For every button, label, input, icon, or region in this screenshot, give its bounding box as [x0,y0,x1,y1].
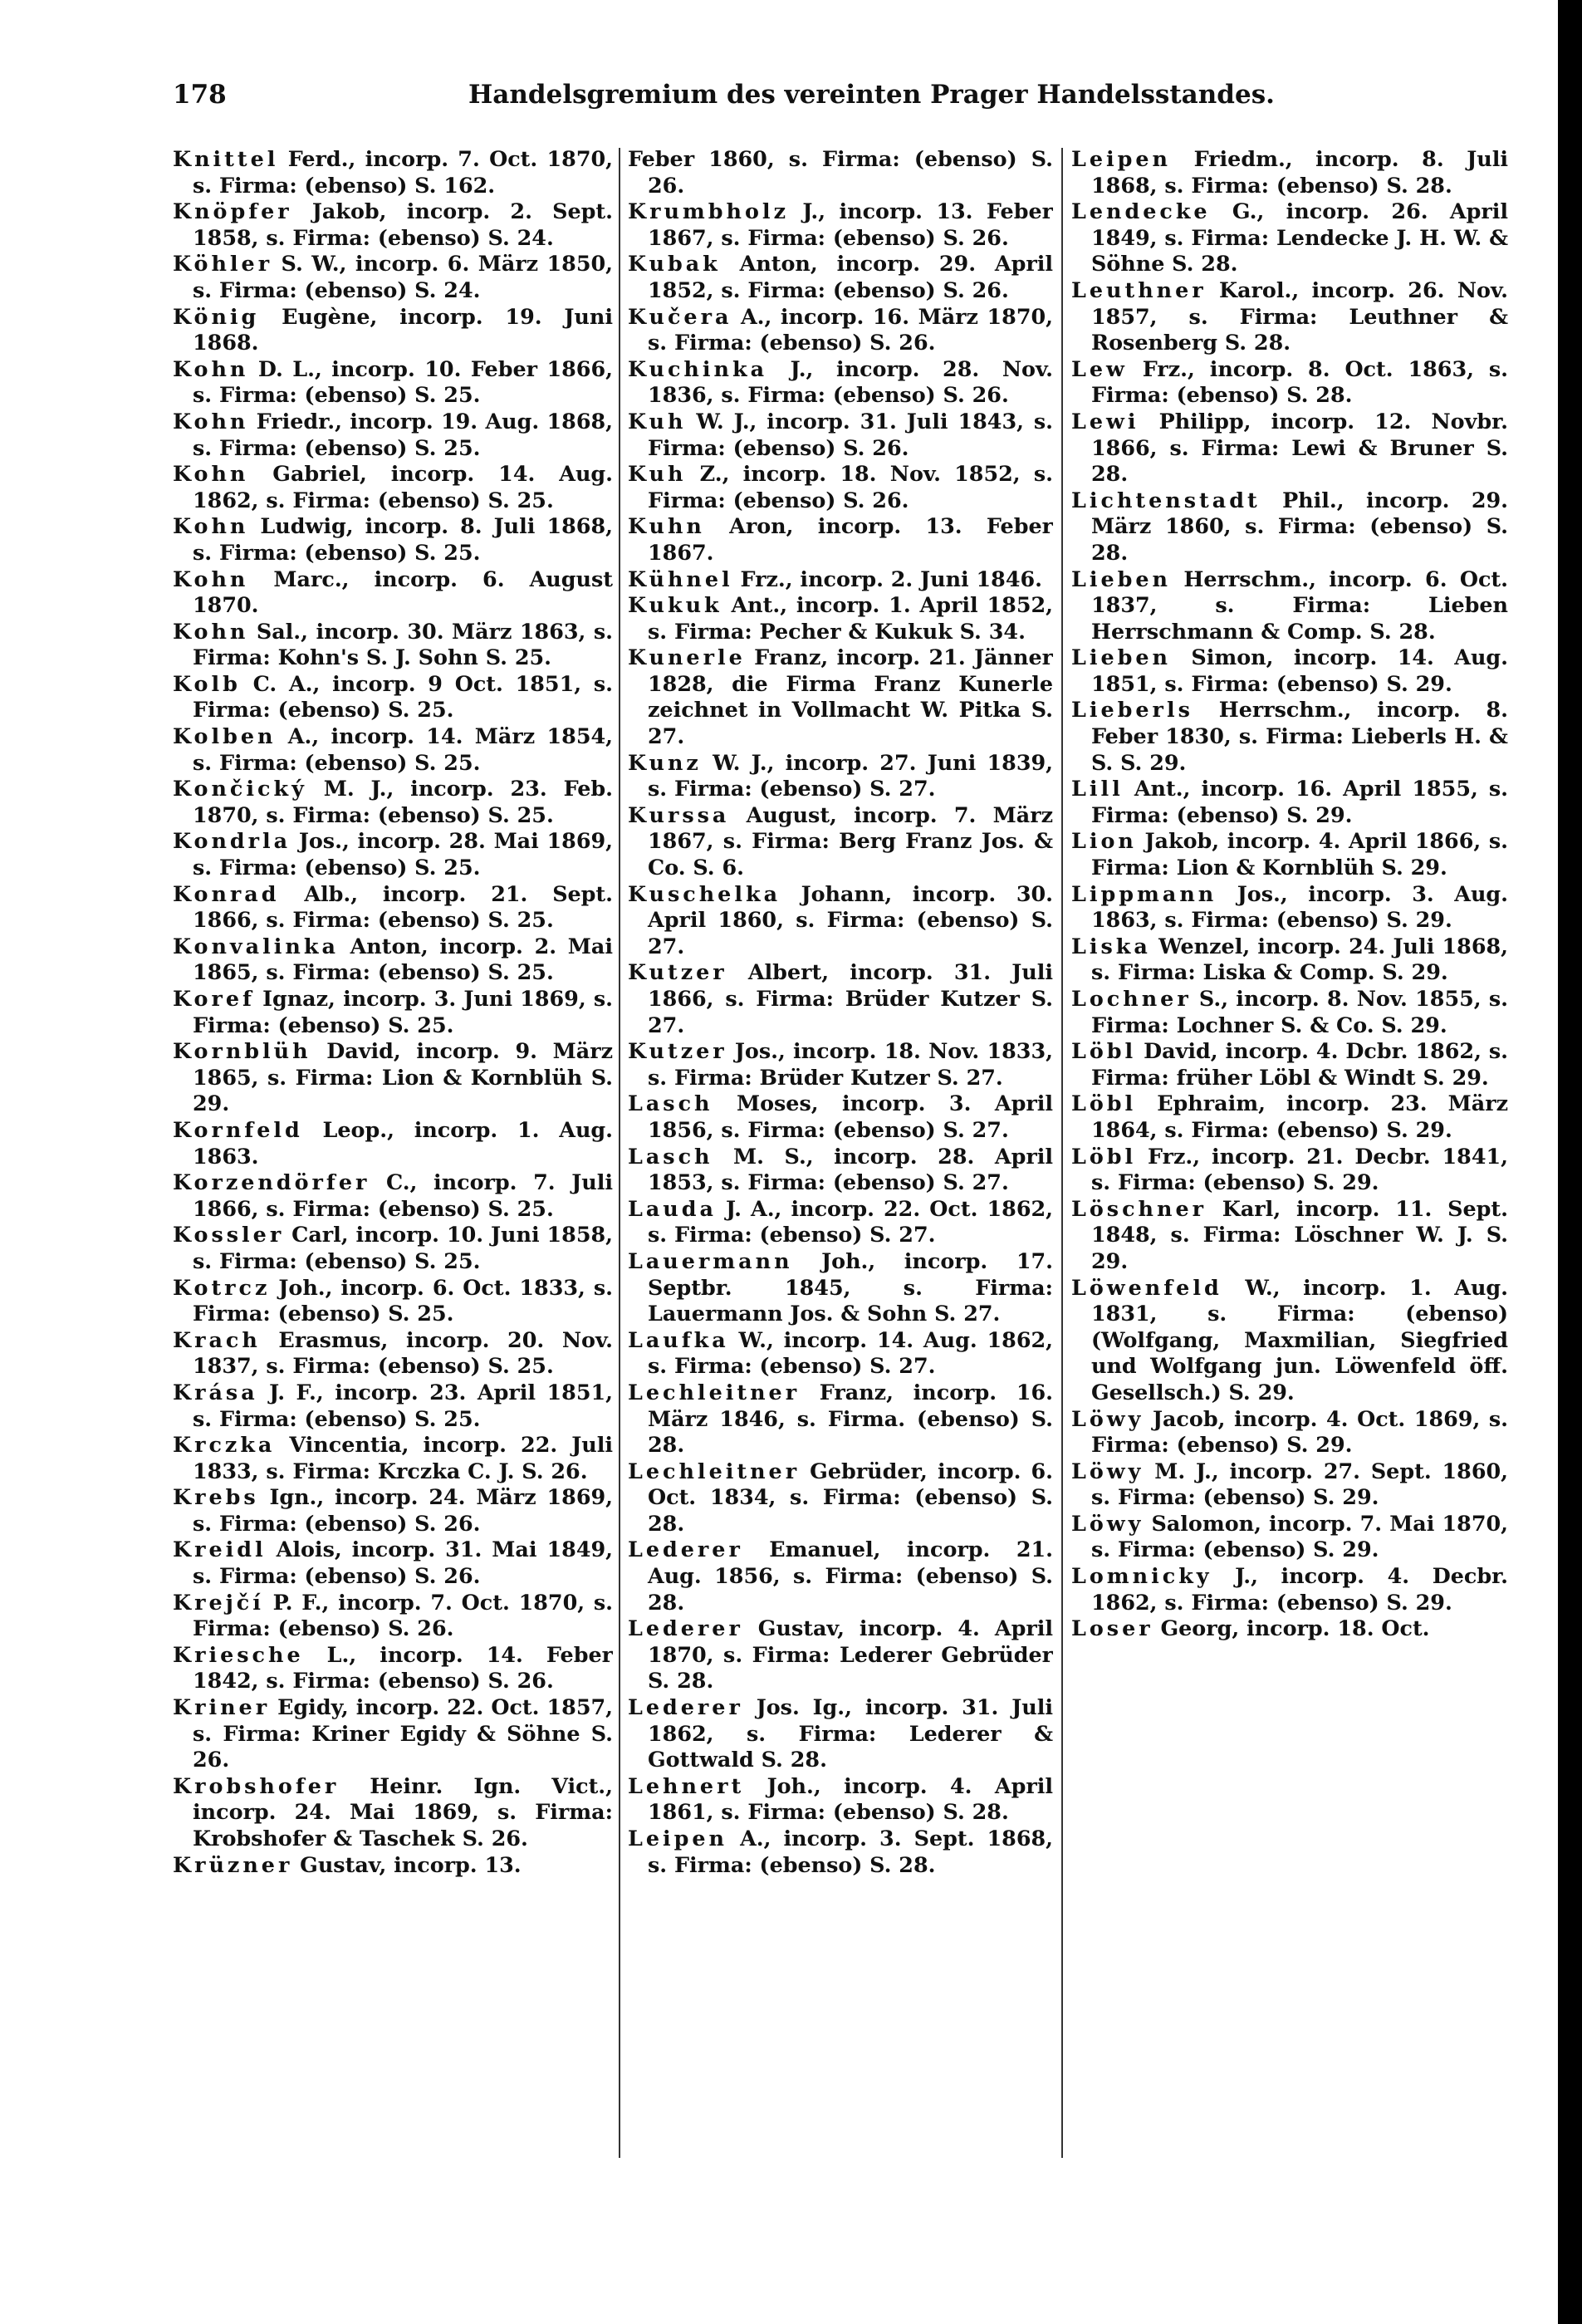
entry-surname: Kondrla [173,828,291,854]
directory-entry [1071,881,1508,934]
directory-entry [173,1432,613,1484]
entry-details: Sal., incorp. 30. März 1863, s. Firma: Kohn's S. J. Sohn S. 25. [193,618,613,670]
entry-details: Ephraim, incorp. 23. März 1864, s. Firma: (ebenso) S. 29. [1091,1091,1508,1142]
entry-details: C. A., incorp. 9 Oct. 1851, s. Firma: (ebenso) S. 25. [193,670,613,723]
entry-details: S., incorp. 8. Nov. 1855, s. Firma: Lochner S. & Co. S. 29. [1091,986,1508,1037]
entry-surname: Krach [173,1326,261,1352]
directory-entry [628,146,1053,199]
entry-details: J., incorp. 28. Nov. 1836, s. Firma: (ebenso) S. 26. [648,355,1053,408]
entry-surname: Lasch [628,1143,713,1169]
directory-entry [173,881,613,934]
directory-entry [628,1773,1053,1826]
entry-details: Heinr. Ign. Vict., incorp. 24. Mai 1869, s. Firma: Krobshofer & Taschek S. 26. [193,1772,613,1851]
entry-surname: Löbl [1071,1091,1137,1116]
entry-details: Z., incorp. 18. Nov. 1852, s. Firma: (ebenso) S. 26. [648,461,1053,512]
entry-details: Emanuel, incorp. 21. Aug. 1856, s. Firma: (ebenso) S. 28. [648,1537,1053,1615]
entry-surname: Löwenfeld [1071,1274,1222,1300]
directory-entry [628,1459,1053,1537]
entry-surname: Löwy [1071,1458,1144,1483]
entry-surname: Kučera [628,303,732,329]
entry-surname: Knittel [173,146,279,171]
directory-entry [173,1038,613,1117]
entry-details: Feber 1860, s. Firma: (ebenso) S. 26. [628,146,1053,198]
entry-surname: Krüzner [173,1851,293,1877]
entry-surname: Lechleitner [628,1379,801,1405]
entry-surname: Knöpfer [173,199,292,224]
entry-details: Gebrüder, incorp. 6. Oct. 1834, s. Firma: (ebenso) S. 28. [648,1458,1053,1536]
entry-surname: Lieben [1071,645,1172,670]
entry-details: Salomon, incorp. 7. Mai 1870, s. Firma: (ebenso) S. 29. [1091,1510,1508,1562]
directory-entry [173,934,613,986]
entry-surname: Krebs [173,1484,259,1510]
entry-surname: Loser [1071,1616,1153,1641]
directory-entry [1071,146,1508,199]
entry-surname: Konvalinka [173,933,339,959]
directory-entry [1071,986,1508,1038]
entry-details: Philipp, incorp. 12. Novbr. 1866, s. Firma: Lewi & Bruner S. 28. [1091,408,1508,487]
directory-entry [628,1038,1053,1091]
entry-details: M. J., incorp. 23. Feb. 1870, s. Firma: (ebenso) S. 25. [193,776,613,827]
entry-details: Herrschm., incorp. 8. Feber 1830, s. Firma: Lieberls H. & S. S. 29. [1091,697,1508,775]
entry-surname: Kriner [173,1694,271,1720]
directory-entry [1071,1563,1508,1616]
directory-entry [173,513,613,566]
entry-details: Johann, incorp. 30. April 1860, s. Firma: (ebenso) S. 27. [648,880,1053,959]
directory-entry [173,619,613,671]
entry-details: Jakob, incorp. 4. April 1866, s. Firma: Lion & Kornblüh S. 29. [1091,828,1508,880]
entry-surname: Kunerle [628,645,746,670]
entry-surname: Kutzer [628,1038,727,1064]
entry-details: Jacob, incorp. 4. Oct. 1869, s. Firma: (ebenso) S. 29. [1091,1405,1508,1458]
directory-entry [628,513,1053,566]
entry-surname: Lendecke [1071,199,1211,224]
entry-details: J. A., incorp. 22. Oct. 1862, s. Firma: (ebenso) S. 27. [648,1195,1053,1248]
directory-entry [173,409,613,461]
entry-details: Ferd., incorp. 7. Oct. 1870, s. Firma: (ebenso) S. 162. [193,146,613,198]
entry-surname: Lion [1071,828,1137,854]
entry-details: W. J., incorp. 27. Juni 1839, s. Firma: (ebenso) S. 27. [648,749,1053,802]
entry-surname: Lederer [628,1537,743,1562]
entry-surname: Lewi [1071,408,1139,434]
directory-entry [1071,1616,1508,1642]
entry-details: Franz, incorp. 21. Jänner 1828, die Firma Franz Kunerle zeichnet in Vollmacht W. Pitka S. 27. [648,645,1053,749]
directory-entry [628,1327,1053,1380]
directory-entry [1071,566,1508,645]
directory-entry [1071,409,1508,488]
entry-surname: Löbl [1071,1143,1137,1169]
directory-entry [628,1826,1053,1878]
directory-entry [628,645,1053,749]
entry-details: Anton, incorp. 29. April 1852, s. Firma: (ebenso) S. 26. [648,251,1053,302]
entry-details: C., incorp. 7. Juli 1866, s. Firma: (ebenso) S. 25. [193,1169,613,1221]
entry-details: W., incorp. 14. Aug. 1862, s. Firma: (ebenso) S. 27. [648,1326,1053,1379]
entry-details: Marc., incorp. 6. August 1870. [193,566,613,618]
entry-details: Aron, incorp. 13. Feber 1867. [648,513,1053,565]
entry-surname: König [173,303,260,329]
column-divider [1061,148,1063,2158]
directory-entry [173,1694,613,1773]
directory-entry [1071,1406,1508,1459]
entry-surname: Leuthner [1071,277,1207,302]
directory-entry [1071,1275,1508,1406]
entry-details: Jos. Ig., incorp. 31. Juli 1862, s. Firma: Lederer & Gottwald S. 28. [648,1694,1053,1772]
directory-entry [173,828,613,880]
entry-details: M. J., incorp. 27. Sept. 1860, s. Firma: (ebenso) S. 29. [1091,1458,1508,1510]
entry-surname: Kohn [173,513,249,539]
entry-surname: Krczka [173,1432,276,1458]
directory-entry [628,304,1053,356]
entry-surname: Krumbholz [628,199,789,224]
directory-entry [1071,934,1508,986]
column-3 [1071,146,1508,2156]
directory-entry [628,566,1053,593]
directory-entry [628,1091,1053,1143]
entry-details: David, incorp. 9. März 1865, s. Firma: Lion & Kornblüh S. 29. [193,1038,613,1116]
entry-details: Gabriel, incorp. 14. Aug. 1862, s. Firma: (ebenso) S. 25. [193,461,613,512]
entry-details: Frz., incorp. 2. Juni 1846. [732,566,1043,591]
entry-surname: Kohn [173,461,249,487]
entry-surname: Kossler [173,1222,285,1248]
entry-details: Gustav, incorp. 13. [292,1851,522,1877]
entry-details: Ant., incorp. 1. April 1852, s. Firma: Pecher & Kukuk S. 34. [648,592,1053,644]
directory-entry [628,1380,1053,1459]
entry-surname: Liska [1071,933,1151,959]
directory-entry [1071,1511,1508,1563]
running-head: Handelsgremium des vereinten Prager Handelsstandes. [468,80,1275,110]
directory-entry [1071,488,1508,566]
entry-details: Moses, incorp. 3. April 1856, s. Firma: (ebenso) S. 27. [648,1091,1053,1142]
entry-surname: Kolben [173,723,277,749]
entry-surname: Lochner [1071,986,1192,1011]
directory-entry [1071,1459,1508,1511]
entry-surname: Löbl [1071,1038,1137,1064]
directory-entry [173,566,613,619]
directory-entry [1071,645,1508,697]
directory-entry [173,461,613,513]
entry-surname: Lehnert [628,1772,745,1798]
directory-entry [173,1275,613,1327]
entry-surname: Lechleitner [628,1458,801,1483]
entry-surname: Lippmann [1071,880,1217,906]
entry-surname: Kuchinka [628,355,768,381]
entry-details: Frz., incorp. 21. Decbr. 1841, s. Firma: (ebenso) S. 29. [1091,1143,1508,1195]
entry-details: L., incorp. 14. Feber 1842, s. Firma: (ebenso) S. 26. [193,1641,613,1694]
entry-details: W. J., incorp. 31. Juli 1843, s. Firma: (ebenso) S. 26. [648,408,1053,460]
entry-surname: Löwy [1071,1510,1144,1536]
entry-details: Carl, incorp. 10. Juni 1858, s. Firma: (ebenso) S. 25. [193,1222,613,1273]
entry-details: Karl, incorp. 11. Sept. 1848, s. Firma: Löschner W. J. S. 29. [1091,1195,1508,1273]
entry-details: Jos., incorp. 28. Mai 1869, s. Firma: (ebenso) S. 25. [193,828,613,880]
entry-details: J., incorp. 4. Decbr. 1862, s. Firma: (ebenso) S. 29. [1091,1563,1508,1615]
directory-entry [173,1117,613,1169]
entry-surname: Koref [173,986,255,1011]
entry-surname: Kukuk [628,592,722,618]
directory-entry [173,1537,613,1589]
directory-entry [173,1380,613,1432]
entry-surname: Končický [173,776,307,802]
entry-surname: Lomnicky [1071,1563,1212,1589]
entry-details: Gustav, incorp. 4. April 1870, s. Firma: Lederer Gebrüder S. 28. [648,1616,1053,1694]
directory-entry [628,1537,1053,1616]
entry-details: Egidy, incorp. 22. Oct. 1857, s. Firma: Kriner Egidy & Söhne S. 26. [193,1694,613,1772]
directory-entry [173,1590,613,1642]
entry-details: A., incorp. 3. Sept. 1868, s. Firma: (ebenso) S. 28. [648,1826,1053,1877]
entry-details: Franz, incorp. 16. März 1846, s. Firma. (ebenso) S. 28. [648,1379,1053,1458]
entry-details: Friedr., incorp. 19. Aug. 1868, s. Firma: (ebenso) S. 25. [193,408,613,460]
entry-details: J., incorp. 13. Feber 1867, s. Firma: (ebenso) S. 26. [648,199,1053,250]
directory-entry [173,776,613,828]
directory-entry [1071,1091,1508,1143]
directory-entry [628,251,1053,303]
entry-details: Ludwig, incorp. 8. Juli 1868, s. Firma: (ebenso) S. 25. [193,513,613,565]
entry-details: Vincentia, incorp. 22. Juli 1833, s. Firma: Krczka C. J. S. 26. [193,1432,613,1483]
page-header [173,80,1275,120]
directory-entry [173,1852,613,1879]
entry-surname: Kolb [173,670,241,696]
entry-details: Alois, incorp. 31. Mai 1849, s. Firma: (ebenso) S. 26. [193,1537,613,1589]
entry-details: Ant., incorp. 16. April 1855, s. Firma: (ebenso) S. 29. [1091,776,1508,827]
entry-details: Leop., incorp. 1. Aug. 1863. [193,1116,613,1169]
entry-details: Joh., incorp. 4. April 1861, s. Firma: (ebenso) S. 28. [648,1772,1053,1825]
entry-details: Jos., incorp. 18. Nov. 1833, s. Firma: Brüder Kutzer S. 27. [648,1038,1053,1090]
entry-surname: Lichtenstadt [1071,487,1261,512]
entry-surname: Lieberls [1071,697,1193,723]
entry-details: Ignaz, incorp. 3. Juni 1869, s. Firma: (ebenso) S. 25. [193,986,613,1037]
entry-surname: Lederer [628,1694,743,1720]
entry-surname: Konrad [173,880,280,906]
directory-entry [628,199,1053,251]
directory-entry [173,1642,613,1694]
directory-entry [628,1694,1053,1773]
entry-surname: Kuschelka [628,880,781,906]
entry-surname: Kohn [173,355,249,381]
directory-entry [628,461,1053,513]
entry-details: Joh., incorp. 17. Septbr. 1845, s. Firma: Lauermann Jos. & Sohn S. 27. [648,1248,1053,1326]
directory-entry [1071,277,1508,356]
directory-entry [628,750,1053,802]
entry-details: W., incorp. 1. Aug. 1831, s. Firma: (ebenso) (Wolfgang, Maxmilian, Siegfried und Wolfgang jun. Löwenfeld öff. Gesellsch.) S. 29. [1091,1274,1508,1405]
entry-details: Wenzel, incorp. 24. Juli 1868, s. Firma: Liska & Comp. S. 29. [1091,933,1508,985]
entry-surname: Laufka [628,1326,729,1352]
entry-surname: Kornfeld [173,1116,303,1142]
entry-details: Albert, incorp. 31. Juli 1866, s. Firma: Brüder Kutzer S. 27. [648,959,1053,1037]
directory-entry [628,881,1053,960]
entry-surname: Kornblüh [173,1038,311,1064]
entry-surname: Kohn [173,566,249,591]
entry-details: Anton, incorp. 2. Mai 1865, s. Firma: (ebenso) S. 25. [193,933,613,985]
entry-surname: Lasch [628,1091,713,1116]
entry-surname: Kohn [173,408,249,434]
directory-entry [628,1248,1053,1327]
entry-surname: Kunz [628,749,702,775]
directory-entry [1071,199,1508,277]
directory-entry [1071,1196,1508,1275]
directory-entry [628,356,1053,409]
directory-entry [1071,828,1508,880]
entry-surname: Kriesche [173,1641,304,1667]
entry-surname: Lauda [628,1195,717,1221]
entry-details: Eugène, incorp. 19. Juni 1868. [193,303,613,355]
entry-surname: Löschner [1071,1195,1207,1221]
entry-surname: Kühnel [628,566,733,591]
directory-entry [1071,1038,1508,1091]
directory-entry [628,959,1053,1038]
directory-entry [628,1144,1053,1196]
entry-details: Jos., incorp. 3. Aug. 1863, s. Firma: (ebenso) S. 29. [1091,880,1508,933]
entry-details: Herrschm., incorp. 6. Oct. 1837, s. Firma: Lieben Herrschmann & Comp. S. 28. [1091,566,1508,644]
entry-details: Jakob, incorp. 2. Sept. 1858, s. Firma: (ebenso) S. 24. [193,199,613,250]
directory-entry [628,409,1053,461]
entry-details: August, incorp. 7. März 1867, s. Firma: Berg Franz Jos. & Co. S. 6. [648,802,1053,880]
entry-surname: Lill [1071,776,1124,802]
entry-surname: Köhler [173,251,273,277]
entry-surname: Kuhn [628,513,705,539]
column-divider [619,148,620,2158]
entry-details: David, incorp. 4. Dcbr. 1862, s. Firma: früher Löbl & Windt S. 29. [1091,1038,1508,1090]
page-number: 178 [173,80,227,110]
directory-entry [628,802,1053,881]
directory-entry [1071,356,1508,409]
entry-details: M. S., incorp. 28. April 1853, s. Firma: (ebenso) S. 27. [648,1143,1053,1195]
entry-surname: Krobshofer [173,1772,340,1798]
directory-entry [173,146,613,199]
directory-entry [173,1222,613,1274]
directory-entry [628,1616,1053,1694]
directory-entry [1071,697,1508,776]
column-1 [173,146,613,2156]
directory-entry [173,356,613,409]
entry-details: Alb., incorp. 21. Sept. 1866, s. Firma: (ebenso) S. 25. [193,880,613,933]
entry-surname: Kotrcz [173,1274,271,1300]
directory-entry [173,671,613,723]
entry-details: P. F., incorp. 7. Oct. 1870, s. Firma: (ebenso) S. 26. [193,1589,613,1641]
directory-entry [173,199,613,251]
entry-details: Joh., incorp. 6. Oct. 1833, s. Firma: (ebenso) S. 25. [193,1274,613,1326]
entry-details: Georg, incorp. 18. Oct. [1153,1616,1430,1641]
directory-entry [1071,776,1508,828]
scan-edge [1558,0,1582,2324]
entry-details: Frz., incorp. 8. Oct. 1863, s. Firma: (ebenso) S. 28. [1091,355,1508,408]
directory-entry [173,1169,613,1222]
entry-details: D. L., incorp. 10. Feber 1866, s. Firma: (ebenso) S. 25. [193,355,613,408]
entry-details: Friedm., incorp. 8. Juli 1868, s. Firma: (ebenso) S. 28. [1091,146,1508,198]
directory-entry [173,304,613,356]
entry-surname: Kohn [173,618,249,644]
entry-surname: Kubak [628,251,721,277]
directory-entry [173,251,613,303]
entry-surname: Krása [173,1379,258,1405]
entry-details: Karol., incorp. 26. Nov. 1857, s. Firma: Leuthner & Rosenberg S. 28. [1091,277,1508,355]
entry-surname: Kreidl [173,1537,267,1562]
entry-surname: Kuh [628,408,687,434]
entry-surname: Leipen [1071,146,1172,171]
entry-surname: Korzendörfer [173,1169,370,1195]
entry-surname: Kutzer [628,959,727,985]
entry-surname: Lauermann [628,1248,793,1273]
directory-entry [628,1196,1053,1248]
entry-details: A., incorp. 16. März 1870, s. Firma: (ebenso) S. 26. [648,303,1053,355]
column-2 [628,146,1053,2156]
entry-details: S. W., incorp. 6. März 1850, s. Firma: (ebenso) S. 24. [193,251,613,302]
directory-entry [173,1484,613,1537]
directory-entry [1071,1144,1508,1196]
directory-entry [173,723,613,776]
entry-surname: Leipen [628,1826,728,1851]
entry-surname: Lew [1071,355,1128,381]
entry-surname: Löwy [1071,1405,1144,1431]
entry-details: G., incorp. 26. April 1849, s. Firma: Lendecke J. H. W. & Söhne S. 28. [1091,199,1508,277]
entry-details: Erasmus, incorp. 20. Nov. 1837, s. Firma: (ebenso) S. 25. [193,1326,613,1379]
entry-details: A., incorp. 14. März 1854, s. Firma: (ebenso) S. 25. [193,723,613,775]
entry-surname: Kuh [628,461,687,487]
entry-details: J. F., incorp. 23. April 1851, s. Firma: (ebenso) S. 25. [193,1379,613,1431]
entry-details: Simon, incorp. 14. Aug. 1851, s. Firma: (ebenso) S. 29. [1091,645,1508,696]
directory-entry [173,1327,613,1380]
directory-entry [173,1773,613,1852]
entry-surname: Lieben [1071,566,1172,591]
entry-surname: Lederer [628,1616,743,1641]
entry-details: Ign., incorp. 24. März 1869, s. Firma: (ebenso) S. 26. [193,1484,613,1536]
entry-surname: Krejčí [173,1589,264,1615]
directory-entry [628,592,1053,645]
entry-surname: Kurssa [628,802,730,827]
entry-details: Phil., incorp. 29. März 1860, s. Firma: (ebenso) S. 28. [1091,487,1508,565]
directory-entry [173,986,613,1038]
